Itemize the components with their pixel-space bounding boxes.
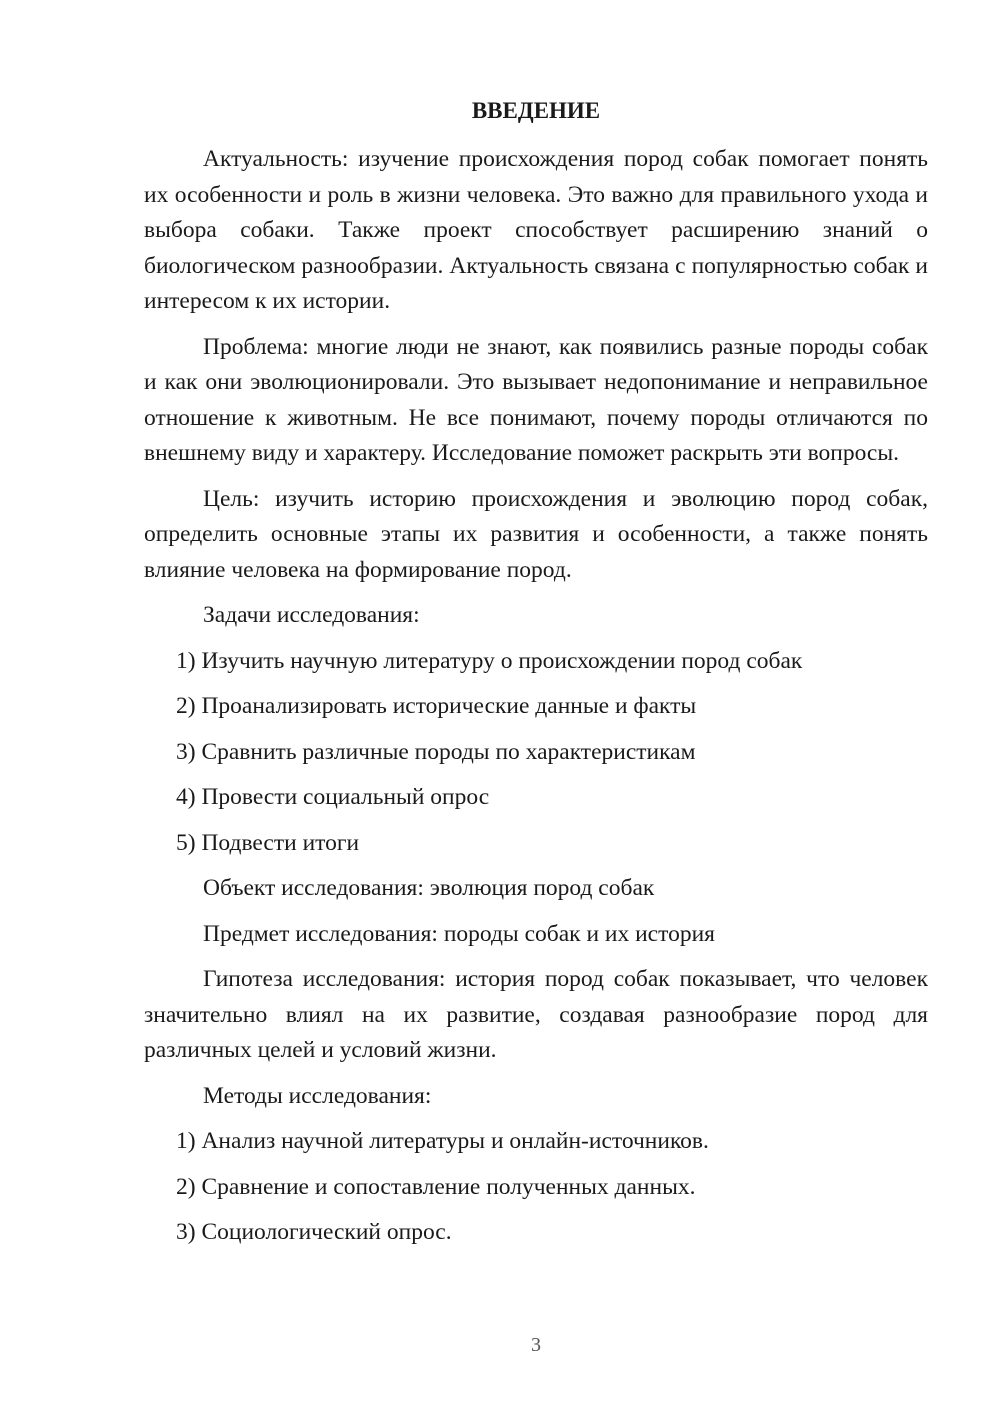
list-item: 2) Сравнение и сопоставление полученных данных. (176, 1173, 696, 1200)
methods-list (144, 1124, 928, 1251)
list-item: 1) Изучить научную литературу о происхождении пород собак (176, 647, 803, 674)
tasks-heading: Задачи исследования: (203, 602, 420, 628)
paragraph-goal: Цель: изучить историю происхождения и эволюцию пород собак, определить основные этапы их развития и особенности, а также понять влияние человека на формирование пород. (144, 485, 928, 583)
page-content (144, 142, 928, 1261)
tasks-list (144, 644, 928, 862)
paragraph-object: Объект исследования: эволюция пород собак (203, 875, 655, 901)
paragraph-subject: Предмет исследования: породы собак и их история (203, 920, 715, 947)
page-title: ВВЕДЕНИЕ (471, 98, 601, 123)
list-item: 3) Сравнить различные породы по характеристикам (176, 738, 696, 765)
paragraph-relevance: Актуальность: изучение происхождения пород собак помогает понять их особенности и роль в жизни человека. Это важно для правильного ухода и выбора собаки. Также проект способствует расширению знаний о биологическом разнообразии. Актуальность связана с популярностью собак и интересом к их истории. (144, 146, 928, 314)
list-item: 5) Подвести итоги (176, 829, 360, 856)
list-item: 2) Проанализировать исторические данные и факты (176, 693, 697, 719)
list-item: 1) Анализ научной литературы и онлайн-источников. (176, 1128, 709, 1154)
paragraph-problem: Проблема: многие люди не знают, как появились разные породы собак и как они эволюционировали. Это вызывает недопонимание и неправильное отношение к животным. Не все понимают, почему породы отличаются по внешнему виду и характеру. Исследование поможет раскрыть эти вопросы. (144, 333, 928, 466)
methods-heading: Методы исследования: (203, 1082, 432, 1109)
list-item: 4) Провести социальный опрос (176, 784, 490, 810)
paragraph-hypothesis: Гипотеза исследования: история пород собак показывает, что человек значительно влиял на их развитие, создавая разнообразие пород для различных целей и условий жизни. (144, 966, 928, 1063)
page-number: 3 (531, 1334, 541, 1356)
list-item: 3) Социологический опрос. (176, 1219, 452, 1245)
